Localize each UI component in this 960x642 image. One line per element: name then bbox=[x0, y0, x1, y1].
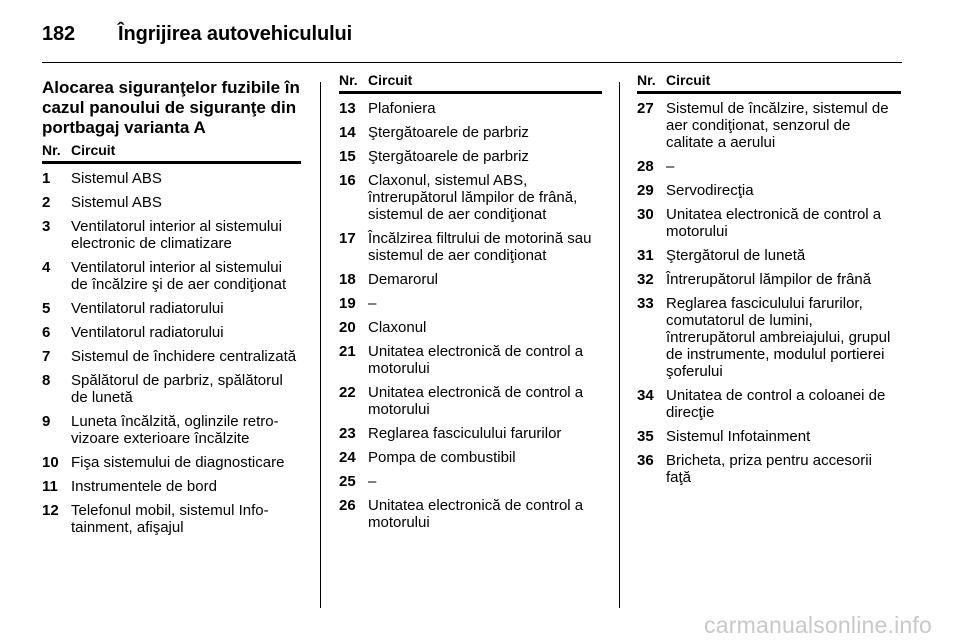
table-row bbox=[42, 218, 301, 252]
table-row bbox=[637, 158, 901, 175]
fuse-number: 9 bbox=[42, 413, 51, 430]
fuse-number: 33 bbox=[637, 295, 654, 312]
table-row bbox=[339, 148, 602, 165]
column-1 bbox=[42, 72, 301, 543]
header-circuit: Circuit bbox=[368, 72, 413, 88]
table-row bbox=[42, 324, 301, 341]
table-row bbox=[637, 428, 901, 445]
table-row bbox=[42, 478, 301, 495]
table-row bbox=[42, 372, 301, 406]
fuse-number: 22 bbox=[339, 384, 356, 401]
header-nr: Nr. bbox=[637, 72, 656, 88]
fuse-circuit: Spălătorul de parbriz, spălătorul de lunetă bbox=[71, 372, 283, 406]
page-header bbox=[42, 14, 352, 54]
fuse-number: 3 bbox=[42, 218, 51, 235]
fuse-number: 12 bbox=[42, 502, 59, 519]
table-row bbox=[637, 271, 901, 288]
header-nr: Nr. bbox=[42, 142, 61, 158]
fuse-number: 2 bbox=[42, 194, 51, 211]
table-row bbox=[339, 172, 602, 223]
fuse-number: 34 bbox=[637, 387, 654, 404]
fuse-circuit: Fişa sistemului de diagnosticare bbox=[71, 454, 285, 471]
page-title: Îngrijirea autovehiculului bbox=[118, 22, 353, 45]
fuse-circuit: Sistemul de încălzire, sistemul de aer condiţionat, senzorul de calitate a aerului bbox=[666, 100, 889, 151]
fuse-number: 6 bbox=[42, 324, 51, 341]
table-row bbox=[339, 425, 602, 442]
fuse-number: 35 bbox=[637, 428, 654, 445]
fuse-number: 4 bbox=[42, 259, 51, 276]
fuse-circuit: Unitatea electronică de control a motorului bbox=[368, 343, 584, 377]
table-header bbox=[637, 72, 901, 94]
fuse-circuit: Ventilatorul radiatorului bbox=[71, 324, 224, 341]
fuse-number: 26 bbox=[339, 497, 356, 514]
fuse-circuit: Ştergătoarele de parbriz bbox=[368, 148, 529, 165]
fuse-circuit: Bricheta, priza pentru accesorii faţă bbox=[666, 452, 872, 486]
watermark: carmanualsonline.info bbox=[704, 612, 932, 638]
column-divider bbox=[619, 82, 620, 608]
table-row bbox=[339, 384, 602, 418]
fuse-circuit: Telefonul mobil, sistemul Infotainment, afişajul bbox=[71, 502, 269, 536]
table-row bbox=[42, 170, 301, 187]
table-row bbox=[339, 271, 602, 288]
fuse-number: 24 bbox=[339, 449, 356, 466]
table-row bbox=[42, 300, 301, 317]
fuse-number: 14 bbox=[339, 124, 356, 141]
fuse-circuit: Ventilatorul radiatorului bbox=[71, 300, 224, 317]
fuse-circuit: Ventilatorul interior al sistemului de încălzire şi de aer condiţionat bbox=[71, 259, 287, 293]
fuse-circuit: Sistemul Infotainment bbox=[666, 428, 811, 445]
fuse-circuit: Sistemul ABS bbox=[71, 194, 162, 211]
table-row bbox=[42, 348, 301, 365]
fuse-circuit: Unitatea de control a coloanei de direcţie bbox=[666, 387, 886, 421]
table-row bbox=[637, 206, 901, 240]
table-row bbox=[339, 343, 602, 377]
fuse-number: 8 bbox=[42, 372, 51, 389]
fuse-number: 19 bbox=[339, 295, 356, 312]
column-divider bbox=[320, 82, 321, 608]
fuse-circuit: – bbox=[368, 295, 377, 312]
table-row bbox=[339, 295, 602, 312]
fuse-number: 28 bbox=[637, 158, 654, 175]
fuse-circuit: Întrerupătorul lămpilor de frână bbox=[666, 271, 872, 288]
section-title: Alocarea siguranţelor fuzibile în cazul panoului de siguranţe din portbagaj varianta A bbox=[42, 78, 300, 137]
fuse-number: 7 bbox=[42, 348, 51, 365]
table-row bbox=[339, 449, 602, 466]
fuse-number: 30 bbox=[637, 206, 654, 223]
fuse-number: 25 bbox=[339, 473, 356, 490]
table-header bbox=[42, 144, 301, 164]
fuse-list bbox=[42, 170, 301, 536]
fuse-number: 18 bbox=[339, 271, 356, 288]
fuse-circuit: Claxonul bbox=[368, 319, 427, 336]
table-row bbox=[42, 454, 301, 471]
fuse-number: 27 bbox=[637, 100, 654, 117]
column-3 bbox=[637, 72, 901, 493]
fuse-number: 13 bbox=[339, 100, 356, 117]
fuse-circuit: Unitatea electronică de control a motorului bbox=[368, 497, 584, 531]
header-circuit: Circuit bbox=[71, 142, 116, 158]
fuse-circuit: Unitatea electronică de control a motorului bbox=[368, 384, 584, 418]
fuse-circuit: Luneta încălzită, oglinzile retrovizoare exterioare încălzite bbox=[71, 413, 279, 447]
fuse-number: 31 bbox=[637, 247, 654, 264]
fuse-number: 36 bbox=[637, 452, 654, 469]
fuse-circuit: Ştergătorul de lunetă bbox=[666, 247, 806, 264]
table-row bbox=[339, 473, 602, 490]
page-number: 182 bbox=[42, 22, 76, 45]
fuse-list bbox=[339, 100, 602, 531]
table-row bbox=[339, 124, 602, 141]
fuse-circuit: Unitatea electronică de control a motorului bbox=[666, 206, 882, 240]
fuse-circuit: Claxonul, sistemul ABS, întrerupătorul lămpilor de frână, sistemul de aer condiţionat bbox=[368, 172, 578, 223]
fuse-number: 11 bbox=[42, 478, 58, 495]
fuse-circuit: Ventilatorul interior al sistemului electronic de climatizare bbox=[71, 218, 282, 252]
table-row bbox=[339, 319, 602, 336]
table-row bbox=[339, 100, 602, 117]
table-row bbox=[339, 497, 602, 531]
table-row bbox=[42, 194, 301, 211]
fuse-number: 1 bbox=[42, 170, 51, 187]
fuse-number: 15 bbox=[339, 148, 356, 165]
fuse-circuit: Demarorul bbox=[368, 271, 439, 288]
fuse-number: 10 bbox=[42, 454, 59, 471]
fuse-number: 17 bbox=[339, 230, 356, 247]
fuse-circuit: Plafoniera bbox=[368, 100, 436, 117]
header-rule bbox=[42, 62, 902, 63]
fuse-number: 5 bbox=[42, 300, 51, 317]
table-row bbox=[637, 247, 901, 264]
table-row bbox=[42, 502, 301, 536]
table-row bbox=[637, 452, 901, 486]
fuse-number: 23 bbox=[339, 425, 356, 442]
table-row bbox=[42, 413, 301, 447]
fuse-circuit: Reglarea fasciculului farurilor, comutatorul de lumini, întrerupătorul ambreiajului, grupul de instrumente, modulul portierei şoferului bbox=[666, 295, 891, 380]
fuse-circuit: Sistemul de închidere centralizată bbox=[71, 348, 297, 365]
fuse-circuit: Instrumentele de bord bbox=[71, 478, 217, 495]
table-row bbox=[42, 259, 301, 293]
table-row bbox=[637, 100, 901, 151]
table-row bbox=[637, 387, 901, 421]
header-circuit: Circuit bbox=[666, 72, 711, 88]
fuse-number: 32 bbox=[637, 271, 654, 288]
fuse-circuit: Încălzirea filtrului de motorină sau sistemul de aer condiţionat bbox=[368, 230, 592, 264]
table-row bbox=[637, 182, 901, 199]
table-header bbox=[339, 72, 602, 94]
fuse-number: 29 bbox=[637, 182, 654, 199]
fuse-list bbox=[637, 100, 901, 486]
table-row bbox=[637, 295, 901, 380]
table-row bbox=[339, 230, 602, 264]
fuse-circuit: Reglarea fasciculului farurilor bbox=[368, 425, 562, 442]
fuse-number: 16 bbox=[339, 172, 356, 189]
column-2 bbox=[339, 72, 602, 538]
fuse-number: 21 bbox=[339, 343, 356, 360]
fuse-circuit: – bbox=[368, 473, 377, 490]
fuse-circuit: Servodirecţia bbox=[666, 182, 754, 199]
fuse-circuit: Ştergătoarele de parbriz bbox=[368, 124, 529, 141]
fuse-number: 20 bbox=[339, 319, 356, 336]
fuse-circuit: Pompa de combustibil bbox=[368, 449, 516, 466]
fuse-circuit: – bbox=[666, 158, 675, 175]
header-nr: Nr. bbox=[339, 72, 358, 88]
fuse-circuit: Sistemul ABS bbox=[71, 170, 162, 187]
